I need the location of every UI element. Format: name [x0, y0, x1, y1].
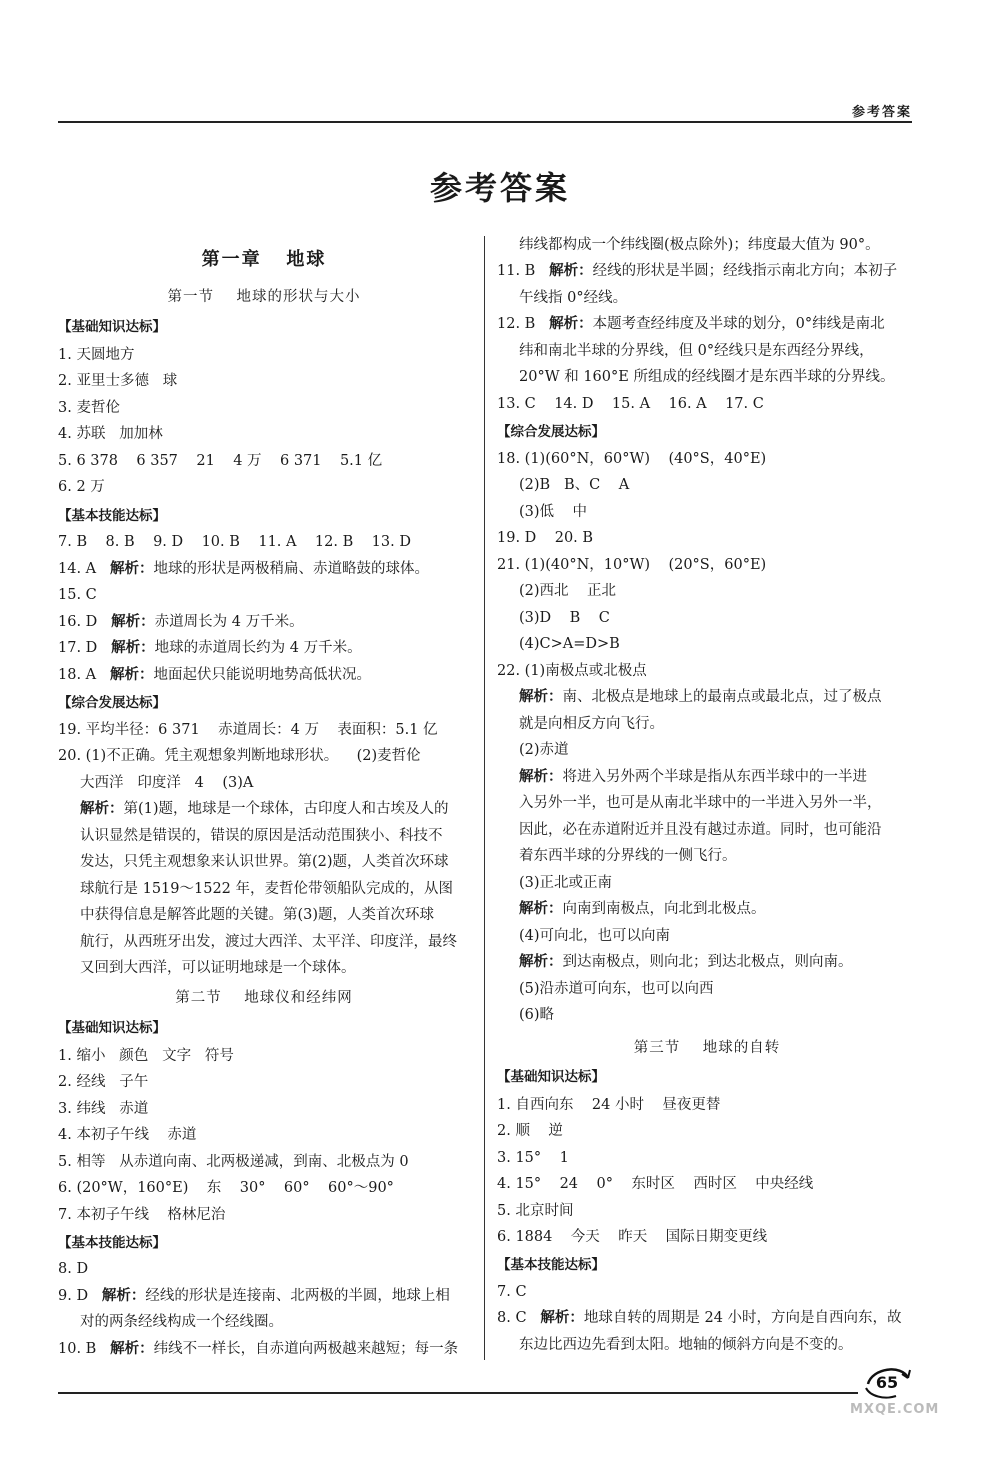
right-line: (2)B B、C A [519, 477, 630, 493]
right-line: 纬和南北半球的分界线，但 0°经线只是东西经分界线， [519, 343, 874, 359]
right-line: 13. C 14. D 15. A 16. A 17. C [497, 396, 764, 412]
left-line: 第一章 地球 [201, 249, 327, 270]
left-line: 中获得信息是解答此题的关键。第(3)题，人类首次环球 [80, 907, 435, 923]
left-line: 【基础知识达标】 [58, 1020, 166, 1036]
answer-prefix: 8. C [497, 1310, 541, 1326]
left-line: 【基础知识达标】 [58, 319, 166, 335]
watermark: MXQE.COM [850, 1402, 940, 1417]
column-divider [484, 236, 485, 1360]
left-line: 15. C [58, 587, 97, 603]
right-line: 4. 15° 24 0° 东时区 西时区 中央经线 [497, 1176, 814, 1192]
analysis-text: 经线的形状是半圆；经线指示南北方向；本初子 [592, 263, 898, 279]
left-line [58, 635, 362, 661]
analysis-text: 地球的赤道周长约为 4 万千米。 [154, 640, 362, 656]
right-line: 【基础知识达标】 [497, 1069, 605, 1085]
left-line: 第一节 地球的形状与大小 [167, 289, 361, 305]
analysis-keyword: 解析： [111, 639, 155, 656]
analysis-keyword: 解析： [549, 262, 593, 279]
left-line: 球航行是 1519～1522 年，麦哲伦带领船队完成的，从图 [80, 881, 454, 897]
left-line [58, 556, 429, 582]
left-line: 6. (20°W，160°E) 东 30° 60° 60°～90° [58, 1180, 394, 1196]
analysis-keyword: 解析： [519, 953, 563, 970]
right-line: (3)D B C [519, 610, 610, 626]
left-line: 1. 天圆地方 [58, 347, 135, 363]
left-line: 5. 相等 从赤道向南、北两极递减，到南、北极点为 0 [58, 1154, 409, 1170]
analysis-text: 赤道周长为 4 万千米。 [154, 614, 304, 630]
analysis-text: 纬线不一样长，自赤道向两极越来越短；每一条 [153, 1341, 459, 1357]
analysis-text: 向南到南极点，向北到北极点。 [562, 901, 766, 917]
right-line [497, 311, 885, 337]
right-line: 1. 自西向东 24 小时 昼夜更替 [497, 1097, 721, 1113]
analysis-keyword: 解析： [111, 613, 155, 630]
analysis-text: 南、北极点是地球上的最南点或最北点，过了极点 [562, 689, 882, 705]
left-line: 5. 6 378 6 357 21 4 万 6 371 5.1 亿 [58, 453, 383, 469]
analysis-text: 地球自转的周期是 24 小时，方向是自西向东，故 [583, 1310, 902, 1326]
answer-prefix: 10. B [58, 1341, 111, 1357]
analysis-text: 将进入另外两个半球是指从东西半球中的一半进 [562, 769, 867, 785]
left-line: 6. 2 万 [58, 479, 105, 495]
answer-prefix: 12. B [497, 316, 550, 332]
right-line [519, 684, 882, 710]
right-line [497, 258, 897, 284]
left-line: 第二节 地球仪和经纬网 [175, 990, 353, 1006]
analysis-keyword: 解析： [110, 1340, 154, 1357]
answer-prefix: 16. D [58, 614, 112, 630]
left-line: 4. 苏联 加加林 [58, 426, 163, 442]
analysis-keyword: 解析： [109, 560, 154, 577]
analysis-text: 本题考查经纬度及半球的划分，0°纬线是南北 [592, 316, 885, 332]
right-line: 18. (1)(60°N，60°W) (40°S，40°E) [497, 451, 767, 467]
analysis-keyword: 解析： [549, 315, 593, 332]
header-rule [58, 121, 912, 123]
analysis-text: 地球的形状是两极稍扁、赤道略鼓的球体。 [153, 561, 429, 577]
right-line [519, 896, 766, 922]
analysis-text: 地面起伏只能说明地势高低状况。 [153, 667, 371, 683]
right-line: (2)西北 正北 [519, 583, 616, 599]
right-line: 21. (1)(40°N，10°W) (20°S，60°E) [497, 557, 767, 573]
right-line: (5)沿赤道可向东，也可以向西 [519, 981, 714, 997]
right-line: 3. 15° 1 [497, 1150, 569, 1166]
page-title: 参考答案 [429, 169, 570, 207]
analysis-text: 到达南极点，则向北；到达北极点，则向南。 [562, 954, 853, 970]
footer-rule [58, 1392, 858, 1394]
right-line: 第三节 地球的自转 [633, 1040, 781, 1056]
analysis-text: 第(1)题，地球是一个球体，古印度人和古埃及人的 [123, 801, 449, 817]
left-line: 【综合发展达标】 [58, 695, 166, 711]
right-line: 东边比西边先看到太阳。地轴的倾斜方向是不变的。 [519, 1337, 853, 1353]
right-line: 20°W 和 160°E 所组成的经线圈才是东西半球的分界线。 [519, 369, 895, 385]
left-line: 航行，从西班牙出发，渡过大西洋、太平洋、印度洋，最终 [80, 934, 457, 950]
analysis-keyword: 解析： [540, 1309, 584, 1326]
left-line [58, 609, 304, 635]
left-line: 7. B 8. B 9. D 10. B 11. A 12. B 13. D [58, 534, 411, 550]
left-line [58, 662, 371, 688]
right-line: 入另外一半，也可是从南北半球中的一半进入另外一半， [519, 795, 882, 811]
left-line: 8. D [58, 1261, 89, 1277]
answer-prefix: 14. A [58, 561, 110, 577]
right-line: 【综合发展达标】 [497, 424, 605, 440]
right-line: 【基本技能达标】 [497, 1257, 605, 1273]
answer-prefix: 9. D [58, 1288, 102, 1304]
left-line: 对的两条经线构成一个经线圈。 [80, 1314, 283, 1330]
right-line: (3)低 中 [519, 504, 587, 520]
answer-prefix: 11. B [497, 263, 550, 279]
analysis-keyword: 解析： [519, 900, 563, 917]
right-line: 就是向相反方向飞行。 [519, 716, 664, 732]
analysis-keyword: 解析： [80, 800, 124, 817]
analysis-text: 经线的形状是连接南、北两极的半圆，地球上相 [145, 1288, 450, 1304]
analysis-keyword: 解析： [519, 688, 563, 705]
left-line: 7. 本初子午线 格林尼治 [58, 1207, 226, 1223]
left-line: 19. 平均半径：6 371 赤道周长：4 万 表面积：5.1 亿 [58, 722, 438, 738]
left-line: 3. 纬线 赤道 [58, 1101, 149, 1117]
analysis-keyword: 解析： [109, 666, 154, 683]
left-line: 4. 本初子午线 赤道 [58, 1127, 197, 1143]
right-line: (2)赤道 [519, 742, 569, 758]
left-line: 2. 经线 子午 [58, 1074, 149, 1090]
left-line [58, 1336, 458, 1362]
left-line: 大西洋 印度洋 4 (3)A [80, 775, 254, 791]
right-line: 7. C [497, 1284, 527, 1300]
right-line: 2. 顺 逆 [497, 1123, 563, 1139]
left-line: 20. (1)不正确。凭主观想象判断地球形状。 (2)麦哲伦 [58, 748, 421, 764]
left-line: 1. 缩小 颜色 文字 符号 [58, 1048, 234, 1064]
answer-prefix: 17. D [58, 640, 112, 656]
left-line: 认识显然是错误的，错误的原因是活动范围狭小、科技不 [80, 828, 443, 844]
right-line: (4)C>A=D>B [519, 636, 620, 652]
header-label: 参考答案 [851, 105, 912, 120]
left-line: 发达，只凭主观想象来认识世界。第(2)题，人类首次环球 [80, 854, 449, 870]
analysis-keyword: 解析： [101, 1287, 146, 1304]
analysis-keyword: 解析： [519, 768, 563, 785]
right-line: (3)正北或正南 [519, 875, 613, 891]
right-line: 着东西半球的分界线的一侧飞行。 [519, 848, 737, 864]
left-line: 3. 麦哲伦 [58, 400, 120, 416]
right-line: (6)略 [519, 1007, 555, 1023]
left-line: 又回到大西洋，可以证明地球是一个球体。 [80, 960, 356, 976]
left-line: 【基本技能达标】 [58, 508, 166, 524]
left-line: 2. 亚里士多德 球 [58, 373, 178, 389]
right-line [519, 764, 867, 790]
right-line: (4)可向北，也可以向南 [519, 928, 671, 944]
answer-prefix: 18. A [58, 667, 110, 683]
right-line [519, 949, 853, 975]
right-line: 6. 1884 今天 昨天 国际日期变更线 [497, 1229, 768, 1245]
left-line: 【基本技能达标】 [58, 1235, 166, 1251]
page-number: 65 [875, 1373, 899, 1392]
right-line: 19. D 20. B [497, 530, 594, 546]
left-line [58, 1283, 450, 1309]
left-line [80, 796, 449, 822]
right-line [497, 1305, 902, 1331]
right-line: 午线指 0°经线。 [519, 290, 628, 306]
right-line: 22. (1)南极点或北极点 [497, 663, 647, 679]
right-line: 纬线都构成一个纬线圈(极点除外)；纬度最大值为 90°。 [519, 237, 880, 253]
right-line: 因此，必在赤道附近并且没有越过赤道。同时，也可能沿 [519, 822, 882, 838]
right-line: 5. 北京时间 [497, 1203, 574, 1219]
